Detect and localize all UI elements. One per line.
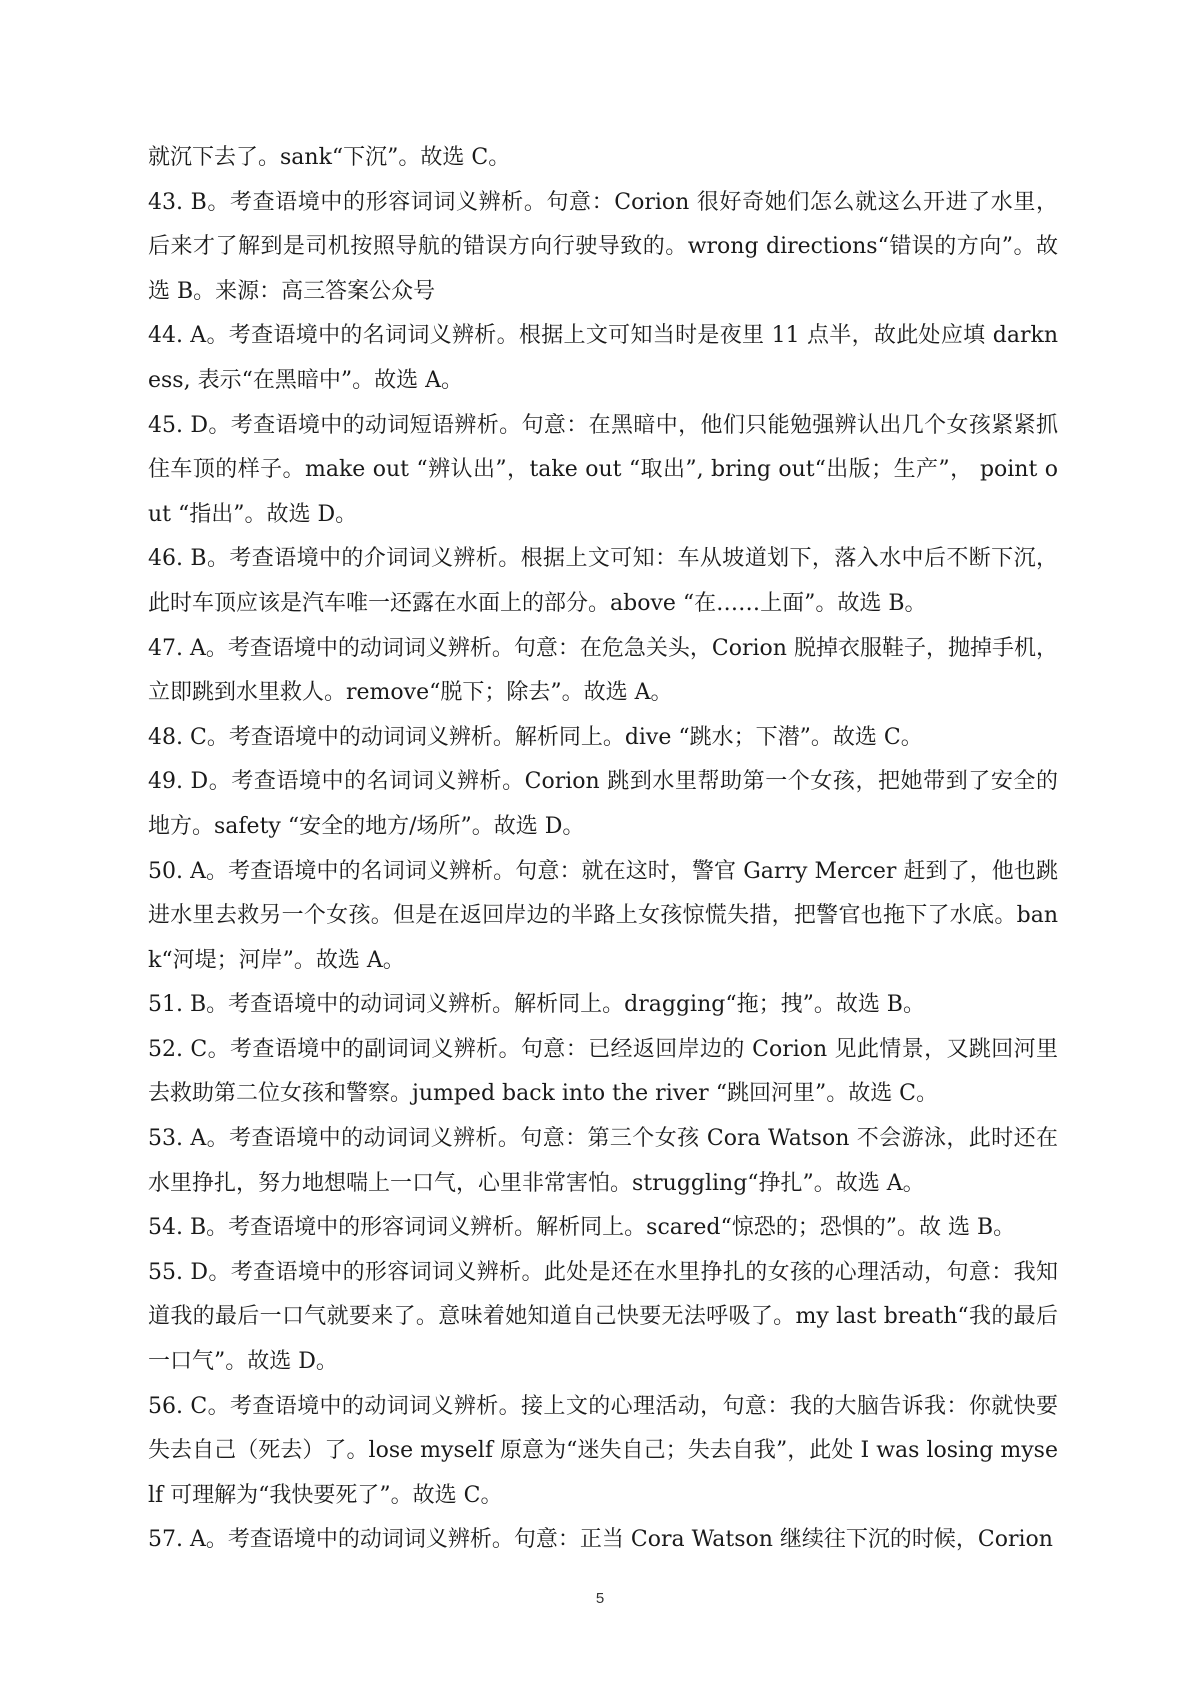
answer-48: 48. C。考查语境中的动词词义辨析。解析同上。dive “跳水；下潜”。故选 C。 (148, 724, 923, 750)
answer-44: 44. A。考查语境中的名词词义辨析。根据上文可知当时是夜里 11 点半，故此处应填 darkness, 表示“在黑暗中”。故选 A。 (148, 323, 1058, 393)
answer-explanations (148, 136, 1058, 1563)
answer-55: 55. D。考查语境中的形容词词义辨析。此处是还在水里挣扎的女孩的心理活动，句意：我知道我的最后一口气就要来了。意味着她知道自己快要无法呼吸了。my last breath“我的最后一口气”。故选 D。 (148, 1259, 1058, 1375)
answer-52: 52. C。考查语境中的副词词义辨析。句意：已经返回岸边的 Corion 见此情景，又跳回河里去救助第二位女孩和警察。jumped back into the river “跳回河里”。故选 C。 (148, 1036, 1058, 1107)
answer-45: 45. D。考查语境中的动词短语辨析。句意：在黑暗中，他们只能勉强辨认出几个女孩紧紧抓住车顶的样子。make out “辨认出”，take out “取出”, bring out“出版；生产”， point out “指出”。故选 D。 (148, 412, 1058, 527)
page-number: 5 (595, 1590, 605, 1607)
answer-47: 47. A。考查语境中的动词词义辨析。句意：在危急关头，Corion 脱掉衣服鞋子，抛掉手机，立即跳到水里救人。remove“脱下；除去”。故选 A。 (148, 635, 1058, 706)
answer-49: 49. D。考查语境中的名词词义辨析。Corion 跳到水里帮助第一个女孩，把她带到了安全的地方。safety “安全的地方/场所”。故选 D。 (148, 769, 1058, 839)
paragraph-continuation: 就沉下去了。sank“下沉”。故选 C。 (148, 145, 511, 170)
answer-53: 53. A。考查语境中的动词词义辨析。句意：第三个女孩 Cora Watson 不会游泳，此时还在水里挣扎，努力地想喘上一口气，心里非常害怕。struggling“挣扎”。故选 A。 (148, 1126, 1058, 1196)
answer-57: 57. A。考查语境中的动词词义辨析。句意：正当 Cora Watson 继续往下沉的时候，Corion (148, 1527, 1053, 1553)
answer-46: 46. B。考查语境中的介词词义辨析。根据上文可知：车从坡道划下，落入水中后不断下沉，此时车顶应该是汽车唯一还露在水面上的部分。above “在……上面”。故选 B。 (148, 546, 1058, 616)
answer-56: 56. C。考查语境中的动词词义辨析。接上文的心理活动，句意：我的大脑告诉我：你就快要失去自己（死去）了。lose myself 原意为“迷失自己；失去自我”，此处 I was losing myself 可理解为“我快要死了”。故选 C。 (148, 1393, 1058, 1508)
answer-54: 54. B。考查语境中的形容词词义辨析。解析同上。scared“惊恐的；恐惧的”。故 选 B。 (148, 1215, 1016, 1241)
answer-43: 43. B。考查语境中的形容词词义辨析。句意：Corion 很好奇她们怎么就这么开进了水里，后来才了解到是司机按照导航的错误方向行驶导致的。wrong directions“错误的方向”。故选 B。来源：高三答案公众号 (148, 189, 1058, 304)
answer-50: 50. A。考查语境中的名词词义辨析。句意：就在这时，警官 Garry Mercer 赶到了，他也跳进水里去救另一个女孩。但是在返回岸边的半路上女孩惊慌失措，把警官也拖下了水底。bank“河堤；河岸”。故选 A。 (148, 858, 1058, 973)
answer-51: 51. B。考查语境中的动词词义辨析。解析同上。dragging“拖；拽”。故选 B。 (148, 992, 925, 1018)
